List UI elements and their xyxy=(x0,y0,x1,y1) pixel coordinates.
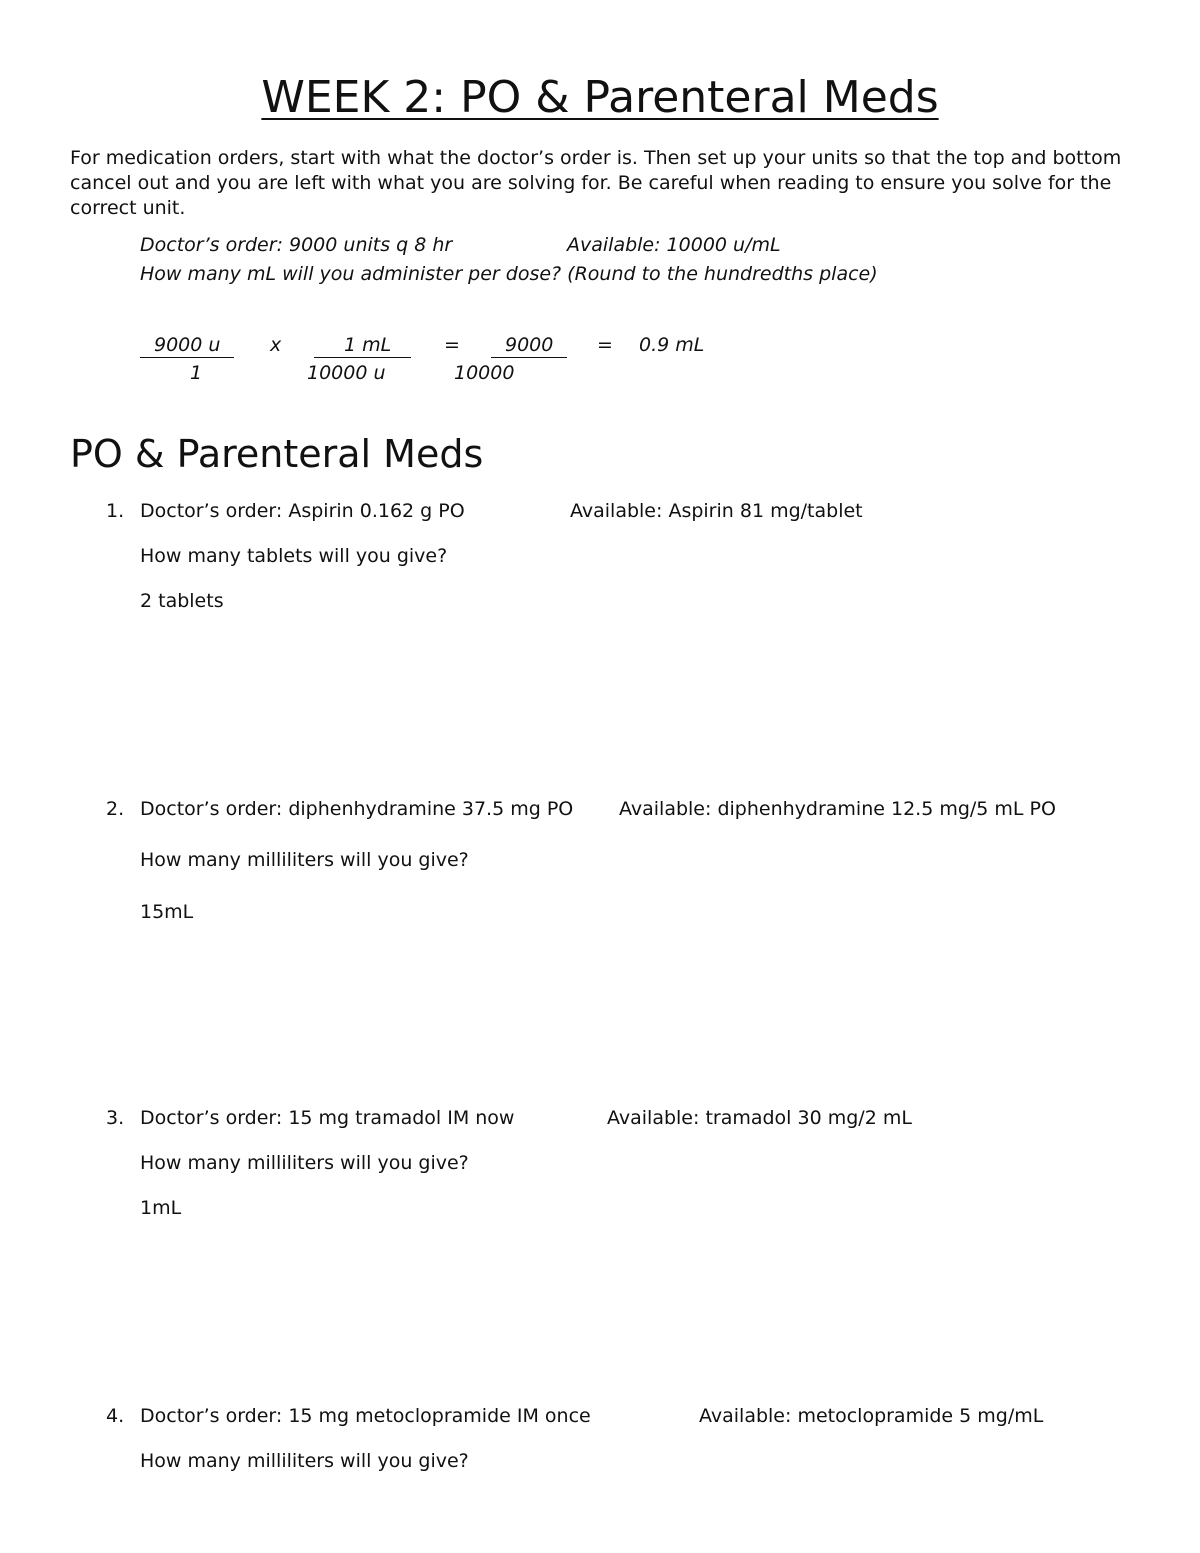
example-result: 0.9 mL xyxy=(639,334,705,356)
problem-1-answer: 2 tablets xyxy=(140,590,224,612)
example-times-sign: x xyxy=(270,334,282,356)
problem-4-question: How many milliliters will you give? xyxy=(140,1450,469,1472)
problem-2-order: Doctor’s order: diphenhydramine 37.5 mg PO xyxy=(140,798,574,820)
problem-2-question: How many milliliters will you give? xyxy=(140,849,469,871)
example-fraction3-numerator: 9000 xyxy=(491,334,567,358)
example-fraction3-denominator: 10000 xyxy=(454,362,515,384)
example-fraction1-numerator: 9000 u xyxy=(140,334,234,358)
example-fraction2-denominator: 10000 u xyxy=(307,362,386,384)
problem-3-question: How many milliliters will you give? xyxy=(140,1152,469,1174)
problem-4-order: Doctor’s order: 15 mg metoclopramide IM once xyxy=(140,1405,591,1427)
page-title: WEEK 2: PO & Parenteral Meds xyxy=(261,72,939,123)
problem-1-number: 1. xyxy=(106,500,125,522)
problem-2-available: Available: diphenhydramine 12.5 mg/5 mL PO xyxy=(619,798,1056,820)
problem-3-available: Available: tramadol 30 mg/2 mL xyxy=(607,1107,912,1129)
example-fraction1-denominator: 1 xyxy=(190,362,203,384)
example-equals-1: = xyxy=(444,334,460,356)
problem-2-number: 2. xyxy=(106,798,125,820)
example-question: How many mL will you administer per dose? (Round to the hundredths place) xyxy=(140,263,878,285)
problem-1-order: Doctor’s order: Aspirin 0.162 g PO xyxy=(140,500,465,522)
example-available: Available: 10000 u/mL xyxy=(567,234,781,256)
problem-3-order: Doctor’s order: 15 mg tramadol IM now xyxy=(140,1107,515,1129)
example-equals-2: = xyxy=(597,334,613,356)
problem-4-available: Available: metoclopramide 5 mg/mL xyxy=(699,1405,1044,1427)
problem-4-number: 4. xyxy=(106,1405,125,1427)
intro-paragraph: For medication orders, start with what the doctor’s order is. Then set up your units so that the top and bottom cancel out and you are left with what you are solving for. Be careful when reading to ensure you solve for the correct unit. xyxy=(70,147,1122,219)
example-fraction2-numerator: 1 mL xyxy=(314,334,411,358)
problem-3-number: 3. xyxy=(106,1107,125,1129)
problem-1-question: How many tablets will you give? xyxy=(140,545,448,567)
problem-3-answer: 1mL xyxy=(140,1197,182,1219)
section-heading: PO & Parenteral Meds xyxy=(70,432,484,476)
problem-1-available: Available: Aspirin 81 mg/tablet xyxy=(570,500,863,522)
example-order: Doctor’s order: 9000 units q 8 hr xyxy=(140,234,453,256)
problem-2-answer: 15mL xyxy=(140,901,194,923)
